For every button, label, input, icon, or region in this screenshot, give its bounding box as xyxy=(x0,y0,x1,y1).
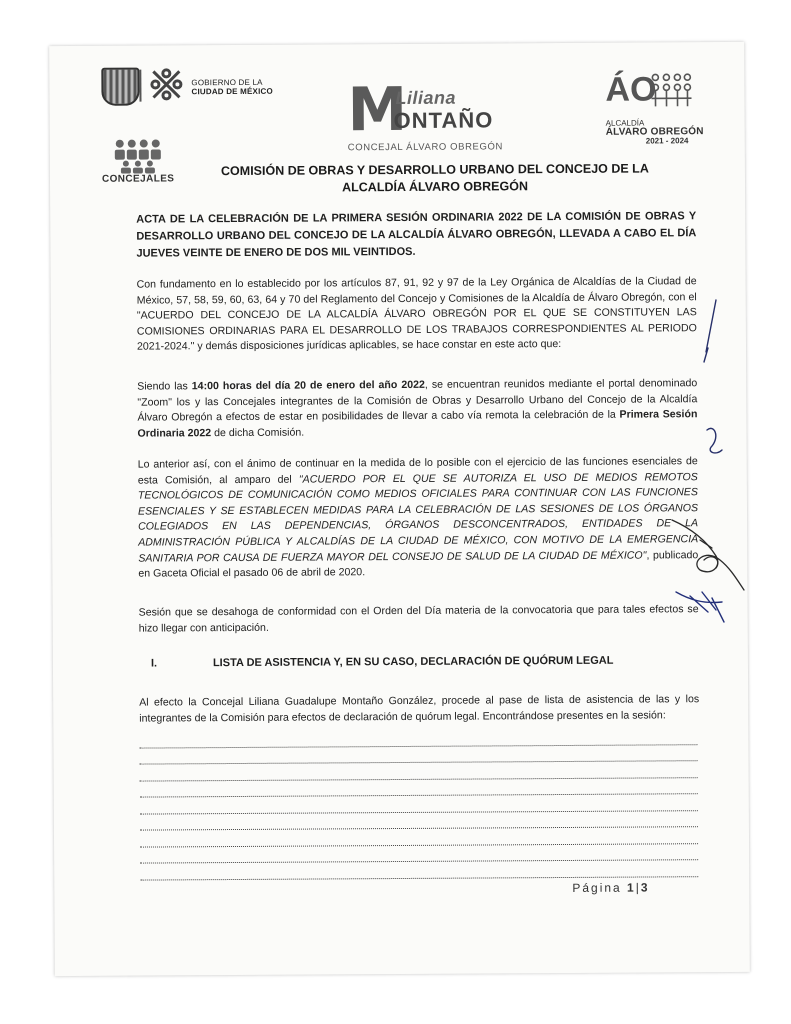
p2-text-a: Siendo las xyxy=(137,380,192,393)
ao-people-icon xyxy=(649,72,691,108)
gcdmx-line1: GOBIERNO DE LA xyxy=(191,77,263,88)
ao-line1: ALCALDÍA xyxy=(605,118,645,128)
section-number: I. xyxy=(150,657,158,670)
section-heading xyxy=(139,654,699,669)
liliana-logo-m: M xyxy=(347,74,408,146)
section-title: LISTA DE ASISTENCIA Y, EN SU CASO, DECLARACIÓN DE QUÓRUM LEGAL xyxy=(212,654,614,670)
blank-line xyxy=(140,860,698,880)
page-number: Página 1|3 xyxy=(572,880,650,895)
p2-session-name: Primera Sesión Ordinaria 2022 xyxy=(137,408,698,440)
p3-text-c: , publicado en Gaceta Oficial el pasado 06 de abril de 2020. xyxy=(138,548,699,580)
attendance-blank-lines xyxy=(139,728,698,880)
paragraph-reunion xyxy=(137,376,697,442)
alcaldia-shield-logo xyxy=(101,68,139,106)
concejales-label: CONCEJALES xyxy=(101,173,175,185)
acta-heading: ACTA DE LA CELEBRACIÓN DE LA PRIMERA SESIÓN ORDINARIA 2022 DE LA COMISIÓN DE OBRAS Y DESARROLLO URBANO DEL CONCEJO DE LA ALCALDÍA ÁLVARO OBREGÓN, LLEVADA A CABO EL DÍA JUEVES VEINTE DE ENERO DE DOS MIL VEINTIDOS. xyxy=(136,210,697,260)
page-total: 3 xyxy=(640,880,650,895)
ao-years: 2021 - 2024 xyxy=(645,136,689,146)
paragraph-fundamento: Con fundamento en lo establecido por los artículos 87, 91, 92 y 97 de la Ley Orgánica de Alcaldías de la Ciudad de México, 57, 58, 59, 60, 63, 64 y 70 del Reglamento del Concejo y Comisiones de la Alcaldía de Álvaro Obregón, con el "ACUERDO DEL CONCEJO DE LA ALCALDÍA ÁLVARO OBREGÓN POR EL QUE SE CONSTITUYEN LAS COMISIONES ORDINARIAS PARA EL DESARROLLO DE LOS TRABAJOS CORRESPONDIENTES AL PERIODO 2021-2024." y demás disposiciones jurídicas aplicables, se hace constar en este acto que: xyxy=(136,275,697,353)
ao-line2: ÁLVARO OBREGÓN xyxy=(605,126,704,138)
liliana-logo-surname: ONTAÑO xyxy=(393,107,494,134)
liliana-logo-name: Liliana xyxy=(395,87,457,109)
gcdmx-logo-text xyxy=(191,78,273,96)
p3-text-a: Lo anterior así, con el ánimo de continuar en la medida de lo posible con el ejercicio de las funciones esenciales de esta Comisión, al amparo del xyxy=(137,455,698,487)
concejales-people-icon xyxy=(110,137,166,173)
p3-acuerdo-italic: "ACUERDO POR EL QUE SE AUTORIZA EL USO DE MEDIOS REMOTOS TECNOLÓGICOS DE COMUNICACIÓN COMO MEDIOS OFICIALES PARA CONTINUAR CON LAS FUNCIONES ESENCIALES Y SE ESTABLECEN MEDIDAS PARA LA CELEBRACIÓN DE LAS SESIONES DE LOS ÓRGANOS COLEGIADOS EN LAS DEPENDENCIAS, ÓRGANOS DESCONCENTRADOS, ENTIDADES DE LA ADMINISTRACIÓN PÚBLICA Y ALCALDÍAS DE LA CIUDAD DE MÉXICO, CON MOTIVO DE LA EMERGENCIA SANITARIA POR CAUSA DE FUERZA MAYOR DEL CONSEJO DE SALUD DE LA CIUDAD DE MÉXICO" xyxy=(137,470,699,565)
logo-divider xyxy=(139,70,141,102)
page-current: 1 xyxy=(626,880,636,895)
document-page xyxy=(49,42,750,976)
title-line2: ALCALDÍA ÁLVARO OBREGÓN xyxy=(342,179,529,195)
page-label: Página xyxy=(572,880,622,895)
ao-logo-mark: ÁO xyxy=(605,70,657,109)
p2-text-c: , se encuentran reunidos mediante el portal denominado "Zoom" los y las Concejales integrantes de la Comisión de Obras y Desarrollo Urbano del Concejo de la Alcaldía Álvaro Obregón a efectos de estar en posibilidades de llevar a cabo vía remota la celebración de la xyxy=(137,377,698,424)
ao-logo-text xyxy=(606,118,704,146)
gcdmx-line2: CIUDAD DE MÉXICO xyxy=(191,86,273,97)
paragraph-orden-del-dia: Sesión que se desahoga de conformidad con el Orden del Día materia de la convocatoria que para tales efectos se hizo llegar con anticipación. xyxy=(138,603,699,635)
liliana-logo-subtitle: CONCEJAL ÁLVARO OBREGÓN xyxy=(347,141,503,154)
p2-text-e: de dicha Comisión. xyxy=(211,426,305,439)
title-line1: COMISIÓN DE OBRAS Y DESARROLLO URBANO DEL CONCEJO DE LA xyxy=(220,161,649,179)
document-title xyxy=(200,160,670,197)
p2-datetime: 14:00 horas del día 20 de enero del año 2022 xyxy=(191,378,425,393)
liliana-montano-logo xyxy=(347,74,537,154)
paragraph-acuerdo xyxy=(138,454,699,582)
cdmx-knot-logo xyxy=(149,67,183,101)
paragraph-lista: Al efecto la Concejal Liliana Guadalupe Montaño González, procede al pase de lista de asistencia de las y los integrantes de la Comisión para efectos de declaración de quórum legal. Encontrándose presentes en la sesión: xyxy=(139,693,700,725)
